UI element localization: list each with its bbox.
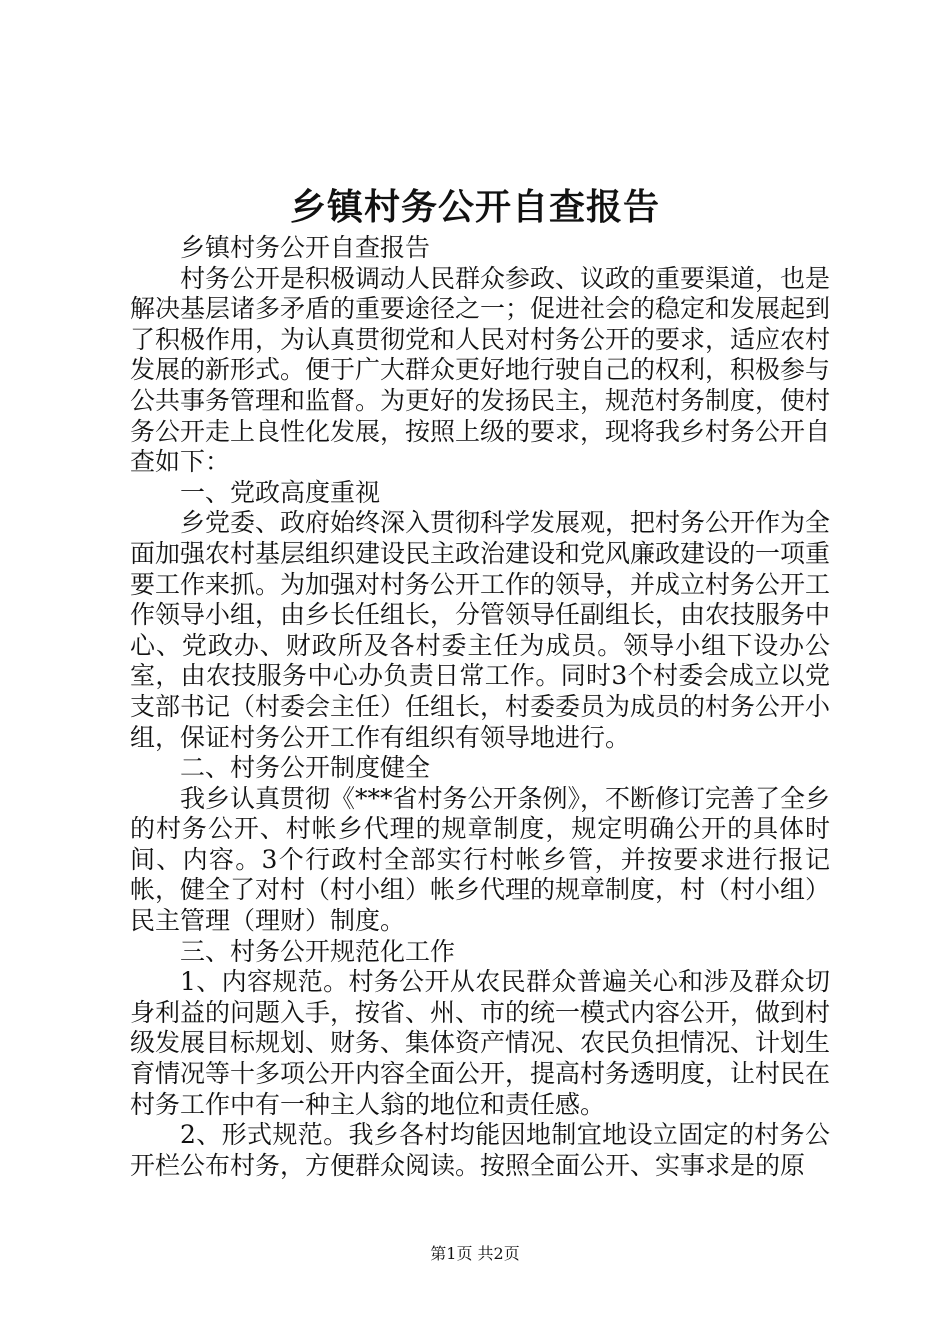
intro-paragraph: 村务公开是积极调动人民群众参政、议政的重要渠道，也是解决基层诸多矛盾的重要途径之一；促进社会的稳定和发展起到了积极作用，为认真贯彻党和人民对村务公开的要求，适应农村发展的新形式。便于广大群众更好地行驶自己的权利，积极参与公共事务管理和监督。为更好的发扬民主，规范村务制度，使村务公开走上良性化发展，按照上级的要求，现将我乡村务公开自查如下： (130, 263, 831, 477)
section-3-item-1: 1、内容规范。村务公开从农民群众普遍关心和涉及群众切身利益的问题入手，按省、州、市的统一模式内容公开，做到村级发展目标规划、财务、集体资产情况、农民负担情况、计划生育情况等十多项公开内容全面公开，提高村务透明度，让村民在村务工作中有一种主人翁的地位和责任感。 (130, 967, 831, 1119)
section-2-paragraph: 我乡认真贯彻《***省村务公开条例》，不断修订完善了全乡的村务公开、村帐乡代理的规章制度，规定明确公开的具体时间、内容。3个行政村全部实行村帐乡管，并按要求进行报记帐，健全了对村（村小组）帐乡代理的规章制度，村（村小组）民主管理（理财）制度。 (130, 783, 831, 936)
section-heading-1: 一、党政高度重视 (180, 477, 381, 507)
section-3-item-2: 2、形式规范。我乡各村均能因地制宜地设立固定的村务公开栏公布村务，方便群众阅读。按照全面公开、实事求是的原 (130, 1120, 830, 1180)
page-footer: 第1页 共2页 (430, 1244, 520, 1263)
section-heading-3: 三、村务公开规范化工作 (180, 936, 456, 966)
document-title: 乡镇村务公开自查报告 (289, 186, 660, 228)
subtitle-paragraph: 乡镇村务公开自查报告 (180, 233, 431, 262)
document-body (130, 233, 830, 1181)
section-heading-2: 二、村务公开制度健全 (180, 753, 431, 783)
section-1-paragraph: 乡党委、政府始终深入贯彻科学发展观，把村务公开作为全面加强农村基层组织建设民主政治建设和党风廉政建设的一项重要工作来抓。为加强对村务公开工作的领导，并成立村务公开工作领导小组，由乡长任组长，分管领导任副组长，由农技服务中心、党政办、财政所及各村委主任为成员。领导小组下设办公室，由农技服务中心办负责日常工作。同时3个村委会成立以党支部书记（村委会主任）任组长，村委委员为成员的村务公开小组，保证村务公开工作有组织有领导地进行。 (130, 508, 831, 752)
